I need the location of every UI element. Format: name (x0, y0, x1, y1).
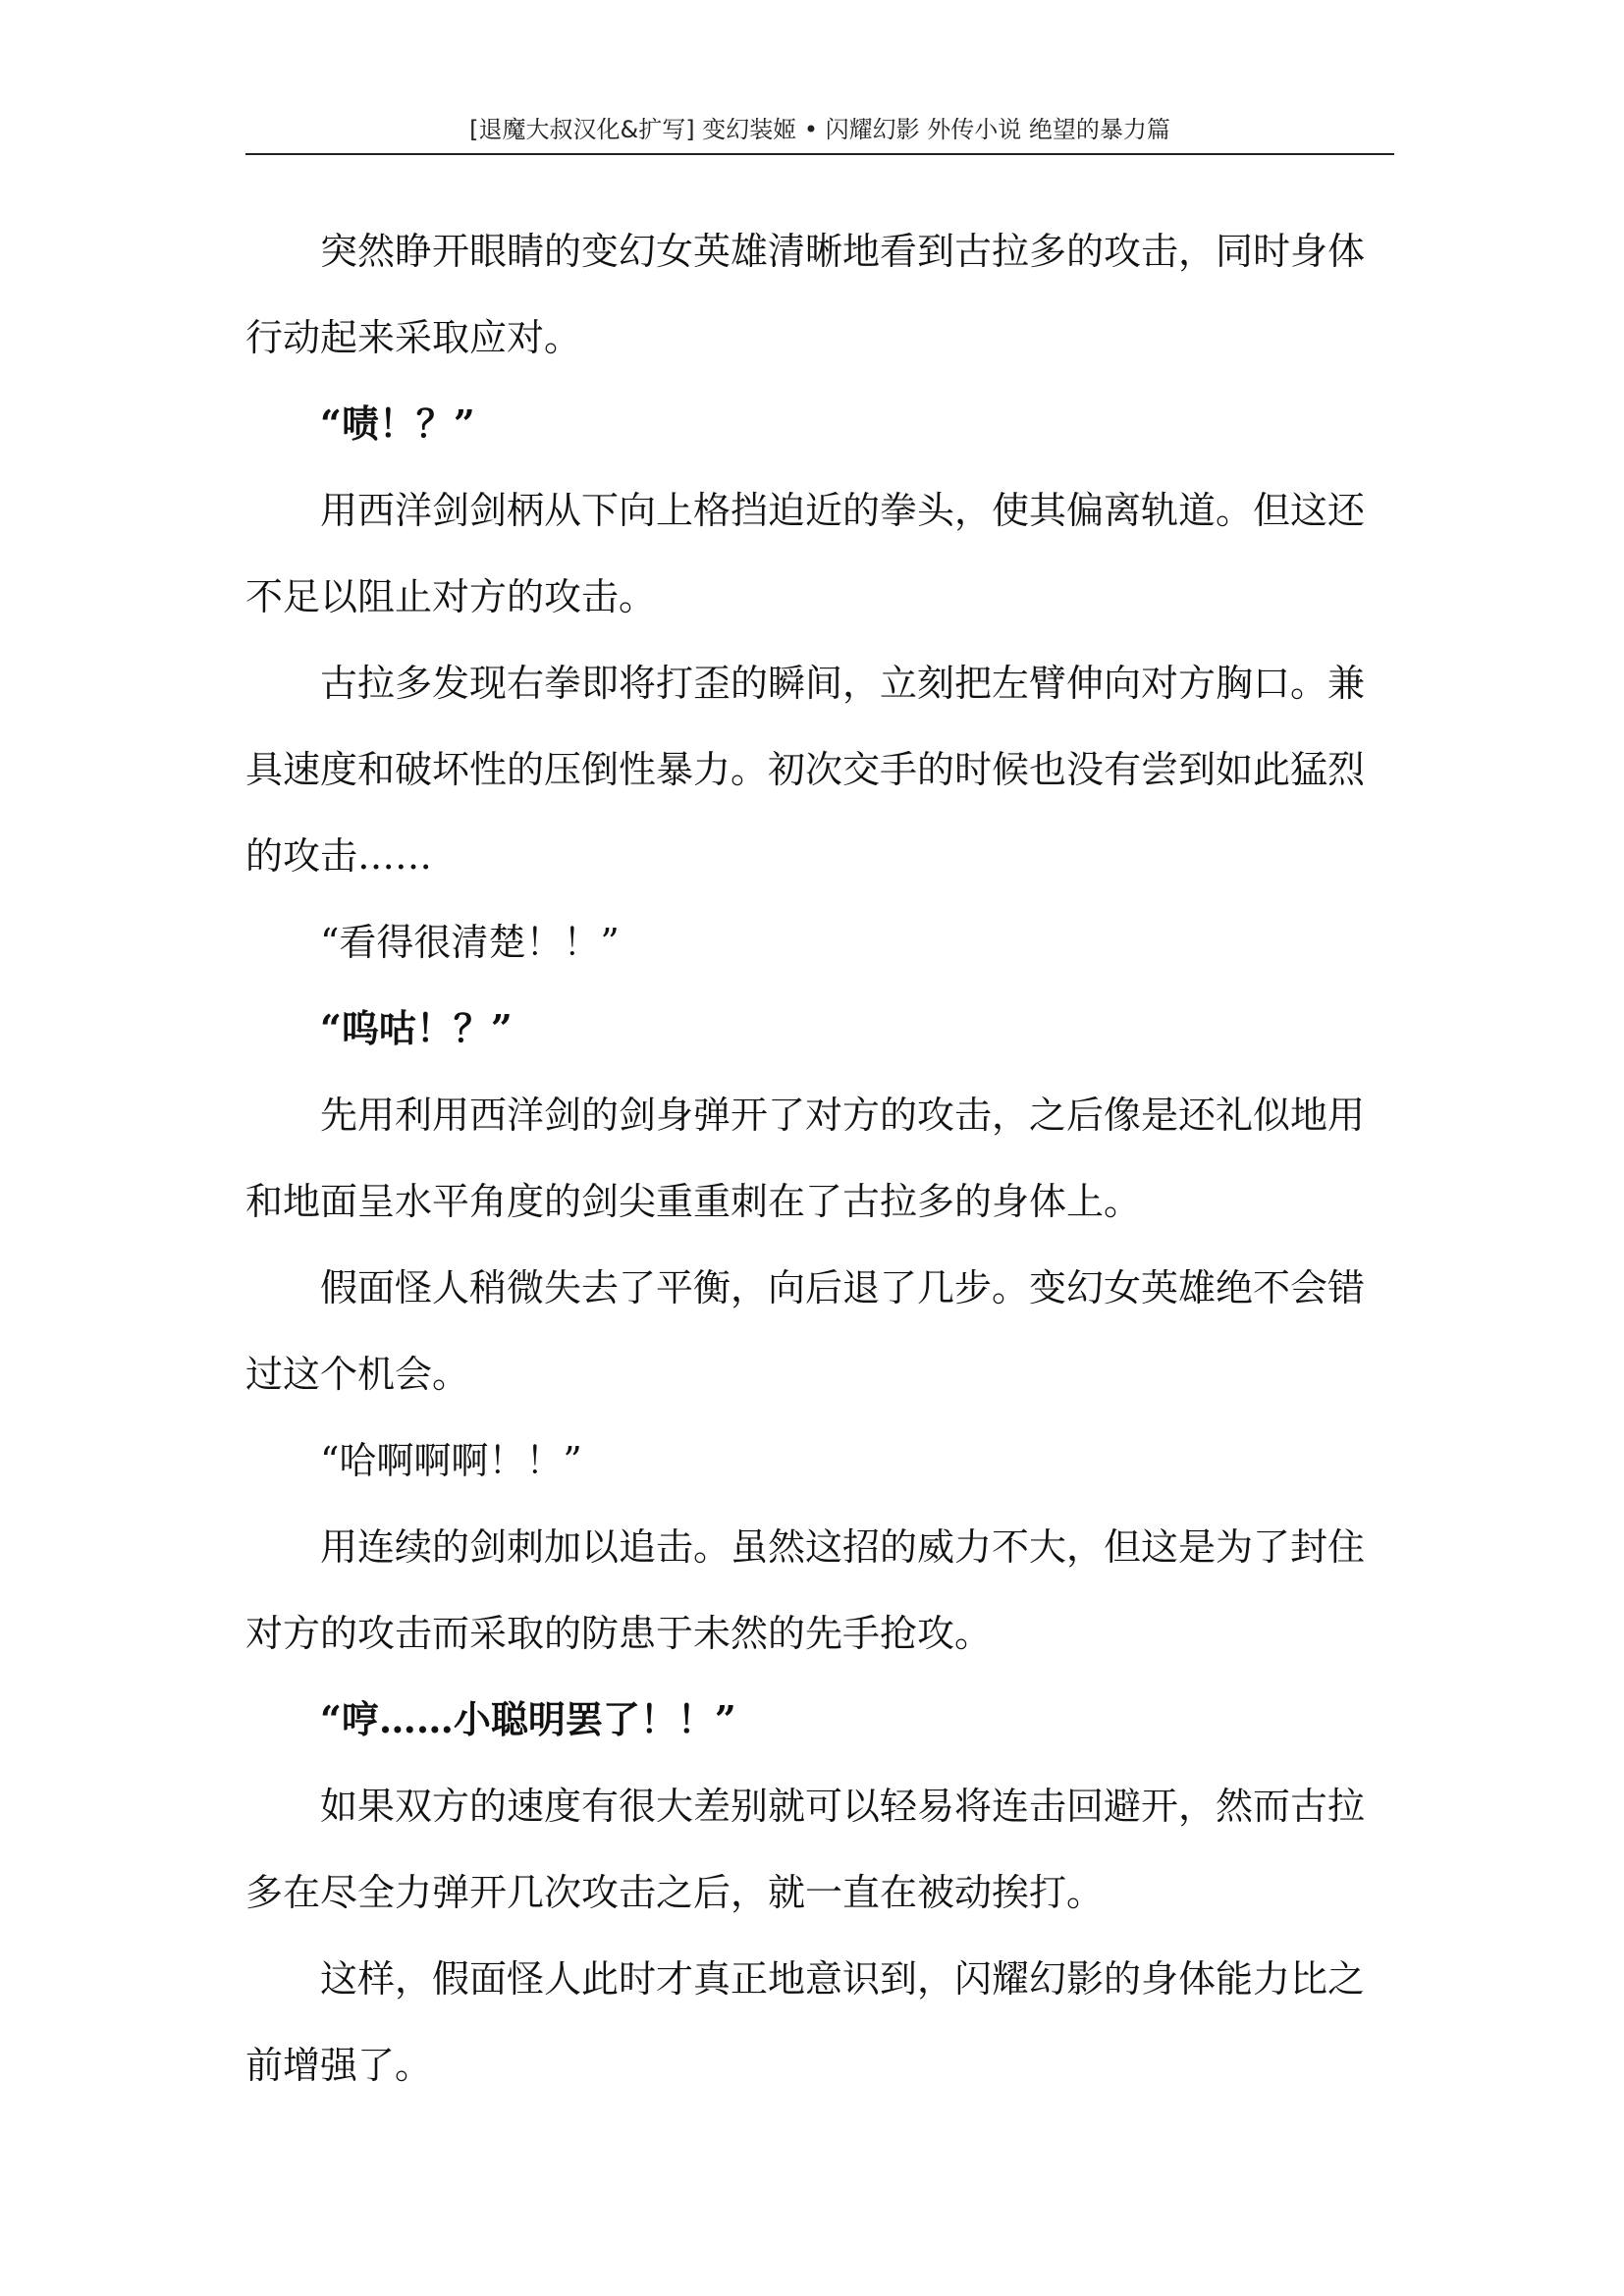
dialogue-3: “呜咕！？” (320, 1006, 513, 1050)
paragraph-2: 用西洋剑剑柄从下向上格挡迫近的拳头，使其偏离轨道。但这还不足以阻止对方的攻击。 (245, 489, 1366, 618)
dialogue-4: “哈啊啊啊！！” (320, 1439, 582, 1482)
header-title: [退魔大叔汉化&扩写] 变幻装姬 • 闪耀幻影 外传小说 绝望的暴力篇 (469, 116, 1170, 143)
page-body (245, 208, 1375, 2109)
dialogue-2: “看得很清楚！！” (320, 921, 620, 964)
page-header (245, 110, 1394, 155)
paragraph-1: 突然睁开眼睛的变幻女英雄清晰地看到古拉多的攻击，同时身体行动起来采取应对。 (245, 230, 1366, 359)
dialogue-1: “啧！？” (320, 401, 475, 446)
dialogue-5: “哼……小聪明罢了！！” (320, 1697, 736, 1741)
paragraph-8: 这样，假面怪人此时才真正地意识到，闪耀幻影的身体能力比之前增强了。 (245, 1957, 1366, 2087)
paragraph-6: 用连续的剑刺加以追击。虽然这招的威力不大，但这是为了封住对方的攻击而采取的防患于未然的先手抢攻。 (245, 1525, 1366, 1655)
paragraph-5: 假面怪人稍微失去了平衡，向后退了几步。变幻女英雄绝不会错过这个机会。 (245, 1266, 1366, 1396)
paragraph-4: 先用利用西洋剑的剑身弹开了对方的攻击，之后像是还礼似地用和地面呈水平角度的剑尖重重刺在了古拉多的身体上。 (245, 1094, 1366, 1223)
paragraph-7: 如果双方的速度有很大差别就可以轻易将连击回避开，然而古拉多在尽全力弹开几次攻击之后，就一直在被动挨打。 (245, 1785, 1366, 1914)
paragraph-3: 古拉多发现右拳即将打歪的瞬间，立刻把左臂伸向对方胸口。兼具速度和破坏性的压倒性暴力。初次交手的时候也没有尝到如此猛烈的攻击…… (245, 662, 1366, 878)
